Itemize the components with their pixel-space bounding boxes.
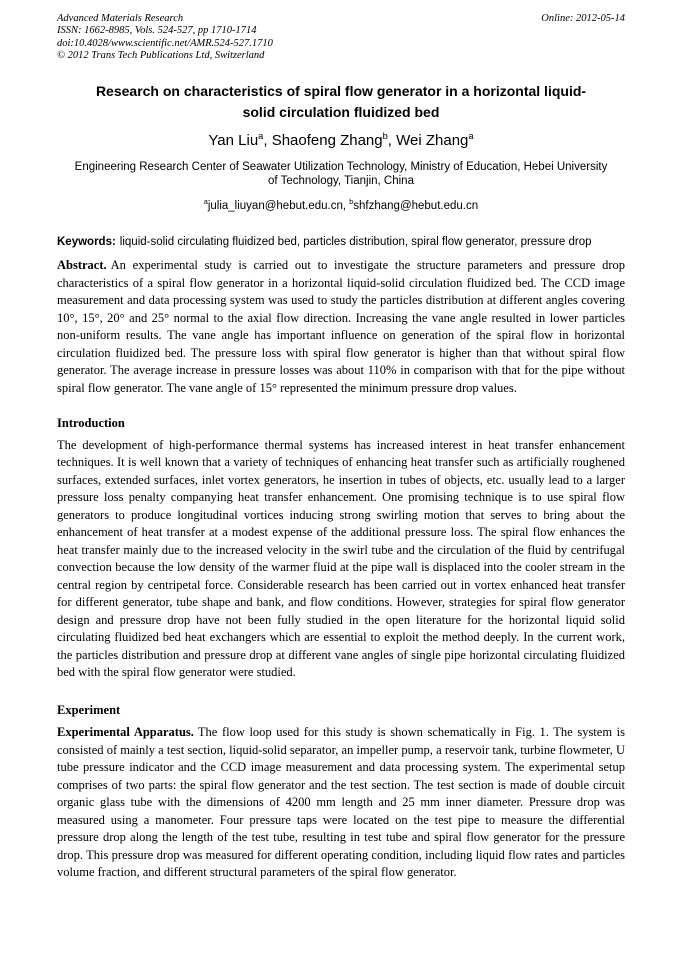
email-affiliation-mark: b [349,197,354,206]
affiliation: Engineering Research Center of Seawater Utilization Technology, Ministry of Education, Hebei University of Technology, Tianjin, China [74,160,608,187]
online-date: Online: 2012-05-14 [541,13,625,24]
author-name: Wei Zhang [396,131,469,149]
experimental-apparatus-label: Experimental Apparatus. [57,725,194,740]
journal-name: Advanced Materials Research [57,13,184,24]
email-address: shfzhang@hebut.edu.cn [353,199,479,212]
abstract-label: Abstract. [57,258,107,273]
author-affiliation-mark: a [258,130,264,141]
author [272,132,396,149]
paper-title: Research on characteristics of spiral flow generator in a horizontal liquid-solid circulation fluidized bed [95,82,587,120]
email-affiliation-mark: a [203,197,208,206]
section-heading-experiment: Experiment [57,702,121,717]
author-affiliation-mark: b [382,130,388,141]
keywords [57,235,625,250]
author-separator: , [387,131,397,149]
introduction-paragraph [57,437,625,682]
journal-header-row [57,13,625,25]
abstract-text: An experimental study is carried out to investigate the structure parameters and pressure drop characteristics of a spiral flow generator in a horizontal liquid-solid circulation fluidized bed. The CCD image measurement and data processing system was used to study the particles distribution at different angles covering 10°, 15°, 20° and 25° normal to the axial flow direction. Increasing the vane angle resulted in lower particles non-uniform results. The vane angle has important influence on generation of the spiral flow in horizontal circulation fluidized bed. The pressure loss with spiral flow generator is higher than that without spiral flow generator. The average increase in pressure losses was about 110% in comparison with that for the pipe without spiral flow generator. The vane angle of 15° represented the minimum pressure drop values. [57,258,625,395]
section-heading-introduction: Introduction [57,416,125,431]
abstract-paragraph [57,257,625,397]
journal-header [57,13,625,63]
copyright-line: © 2012 Trans Tech Publications Ltd, Switzerland [57,50,265,62]
author-name: Shaofeng Zhang [271,131,383,149]
doi-line: doi:10.4028/www.scientific.net/AMR.524-527.1710 [57,37,273,49]
experiment-text: The flow loop used for this study is shown schematically in Fig. 1. The system is consisted of mainly a test section, liquid-solid separator, an impeller pump, a reservoir tank, turbine flowmeter, U tube pressure indicator and the CCD image measurement and data processing system. The experimental setup comprises of two parts: the spiral flow generator and the test section. The test section is made of double circuit organic glass tube with the dimensions of 4200 mm length and 25 mm inner diameter. Pressure drop was measured using a manometer. Four pressure taps were located on the test pipe to measure the differential pressure drop along the length of the test tube, resulting in test tube and spiral flow generator for the pressure drop. This pressure drop was measured for different operating condition, including liquid flow rates and particles volume fraction, and different structural parameters of the spiral flow generator. [57,725,625,880]
author-name: Yan Liu [208,131,259,149]
author [208,132,271,149]
experiment-paragraph [57,724,625,882]
authors-line [57,131,625,151]
author [396,132,473,149]
author-affiliation-mark: a [468,130,474,141]
introduction-text: The development of high-performance thermal systems has increased interest in heat transfer enhancement techniques. It is well known that a variety of techniques of enhancing heat transfer such as artificially roughened surfaces, extended surfaces, inlet vortex generators, he insertion in tubes of objects, etc. usually lead to a larger pressure loss penalty companying heat transfer enhancement. One promising technique is to use spiral flow generators to produce longitudinal vortices inducing strong swirling motion that serves to bring about the enhancement of heat transfer at a modest expense of the additional pressure loss. The spiral flow enhances the heat transfer mainly due to the increased velocity in the swirl tube and the circulation of the fluid by centrifugal convection because the low density of the warmer fluid at the pipe wall is displaced into the cooler stream in the central region by centripetal force. Considerable research has been carried out in vortex enhanced heat transfer for different generator, tube shape and bank, and flow conditions. However, strategies for spiral flow generator design and pressure drop have not been fully studied in the open literature for the horizontal liquid solid circulating fluidized bed heat exchangers which are essential to exploit the method deeply. In the current work, the particles distribution and pressure drop at different vane angles of single pipe horizontal circulating fluidized bed with the spiral flow generator were studied. [57,437,625,680]
emails-line [57,199,625,213]
email-separator: , [342,199,350,212]
author-separator: , [263,131,272,149]
email-address: julia_liuyan@hebut.edu.cn [207,199,343,212]
keywords-label: Keywords: [57,235,116,248]
keywords-text: liquid-solid circulating fluidized bed, particles distribution, spiral flow generator, pressure drop [119,235,592,248]
email [349,197,479,212]
email [203,197,350,212]
issn-line: ISSN: 1662-8985, Vols. 524-527, pp 1710-1714 [57,25,257,37]
